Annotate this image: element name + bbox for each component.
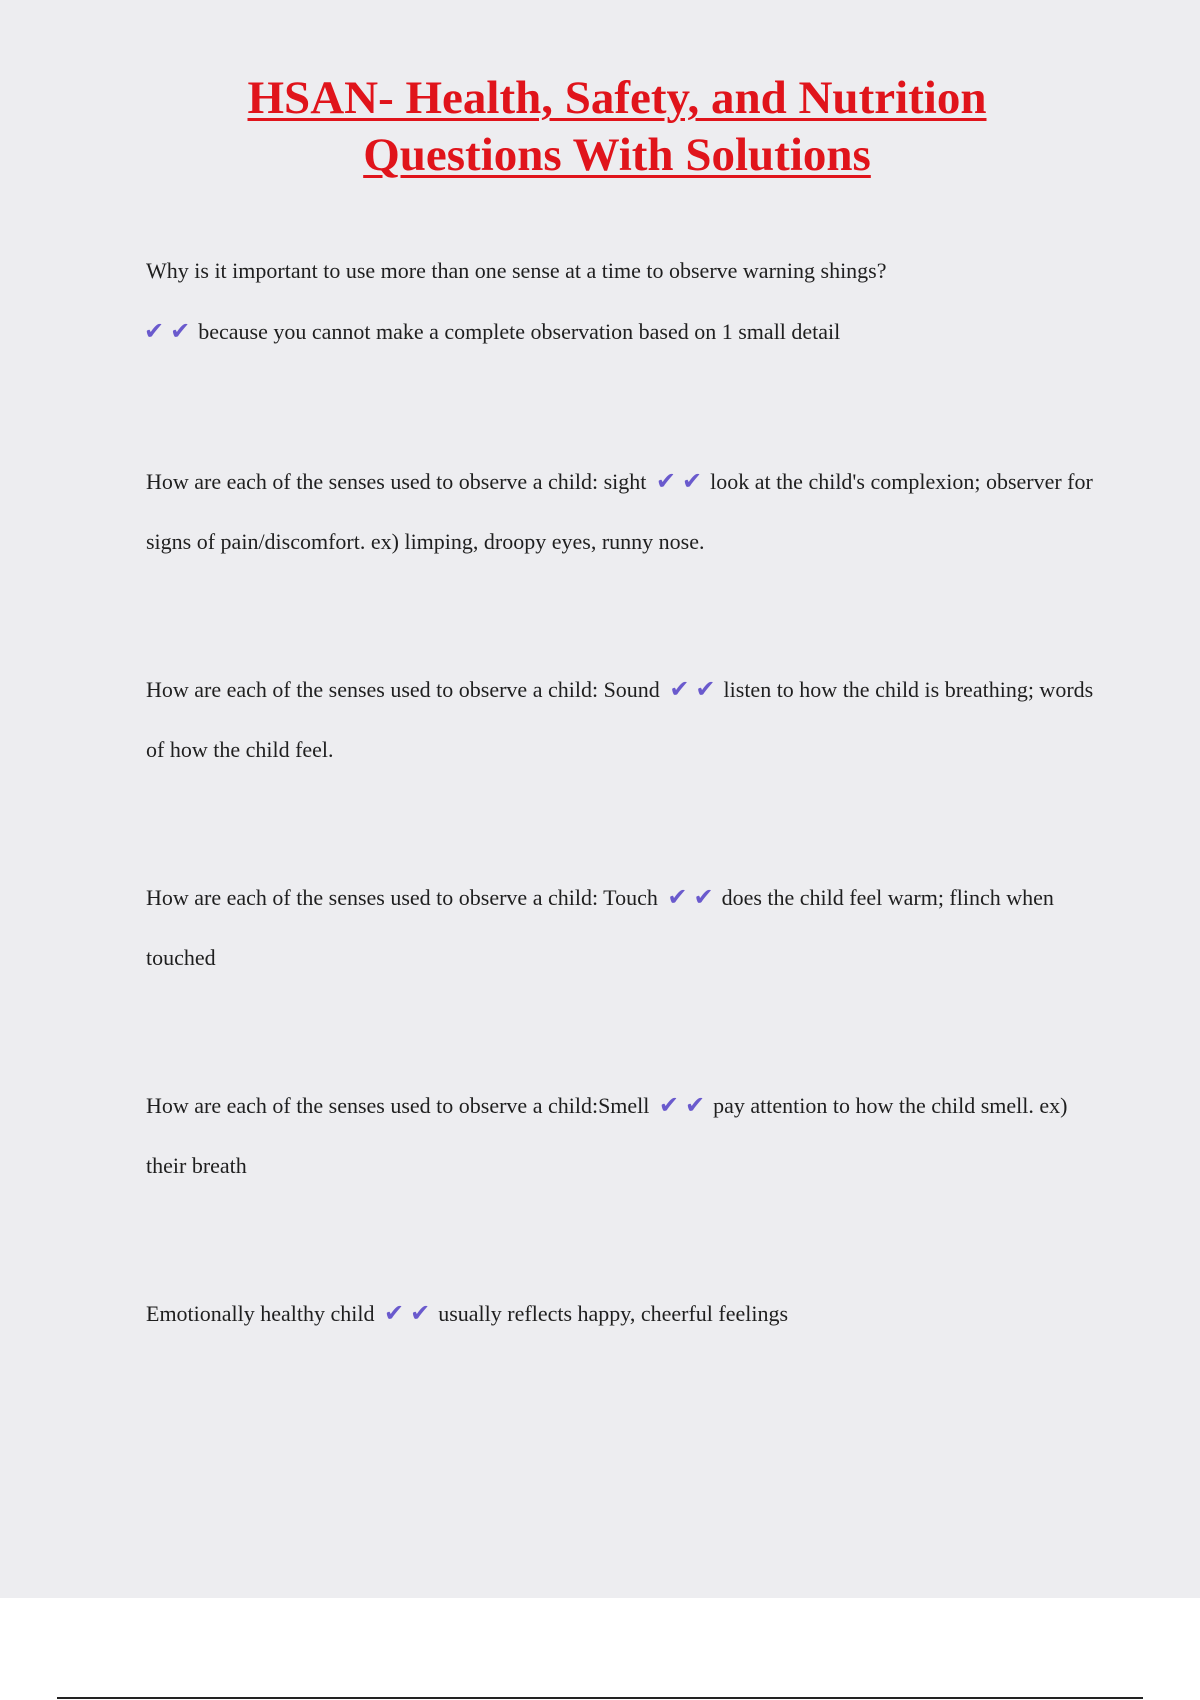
question-text: How are each of the senses used to observe a child: sight xyxy=(146,469,647,494)
double-check-icon: ✔✔ xyxy=(384,1299,437,1327)
question-text: Emotionally healthy child xyxy=(146,1301,375,1326)
qa-item-6 xyxy=(146,1283,1096,1344)
answer-text: pay attention to how the child smell. ex) their breath xyxy=(146,1093,1068,1178)
title-line-2: Questions With Solutions xyxy=(363,129,871,181)
question-text: How are each of the senses used to observe a child: Touch xyxy=(146,885,658,910)
answer-text: because you cannot make a complete observation based on 1 small detail xyxy=(198,319,841,344)
document-title xyxy=(0,70,1200,184)
answer-text: look at the child's complexion; observer for signs of pain/discomfort. ex) limping, droopy eyes, runny nose. xyxy=(146,469,1093,554)
qa-item-5 xyxy=(146,1075,1096,1196)
question-text: How are each of the senses used to observe a child: Sound xyxy=(146,677,660,702)
question-text: How are each of the senses used to observe a child:Smell xyxy=(146,1093,650,1118)
double-check-icon: ✔✔ xyxy=(658,1091,712,1119)
qa-item-4 xyxy=(146,867,1096,988)
double-check-icon: ✔✔ xyxy=(655,467,709,495)
double-check-icon: ✔✔ xyxy=(144,317,197,345)
qa-item-1 xyxy=(146,241,1096,362)
double-check-icon: ✔✔ xyxy=(669,675,722,703)
answer-text: does the child feel warm; flinch when touched xyxy=(146,885,1054,970)
answer-text: listen to how the child is breathing; words of how the child feel. xyxy=(146,677,1094,762)
question-text: Why is it important to use more than one sense at a time to observe warning shings? xyxy=(146,258,887,283)
footer-divider xyxy=(57,1697,1143,1699)
double-check-icon: ✔✔ xyxy=(667,883,720,911)
answer-text: usually reflects happy, cheerful feelings xyxy=(438,1301,789,1326)
answer-line xyxy=(146,301,1096,362)
qa-item-2 xyxy=(146,451,1096,572)
title-line-1: HSAN- Health, Safety, and Nutrition xyxy=(247,72,987,124)
qa-item-3 xyxy=(146,659,1096,780)
